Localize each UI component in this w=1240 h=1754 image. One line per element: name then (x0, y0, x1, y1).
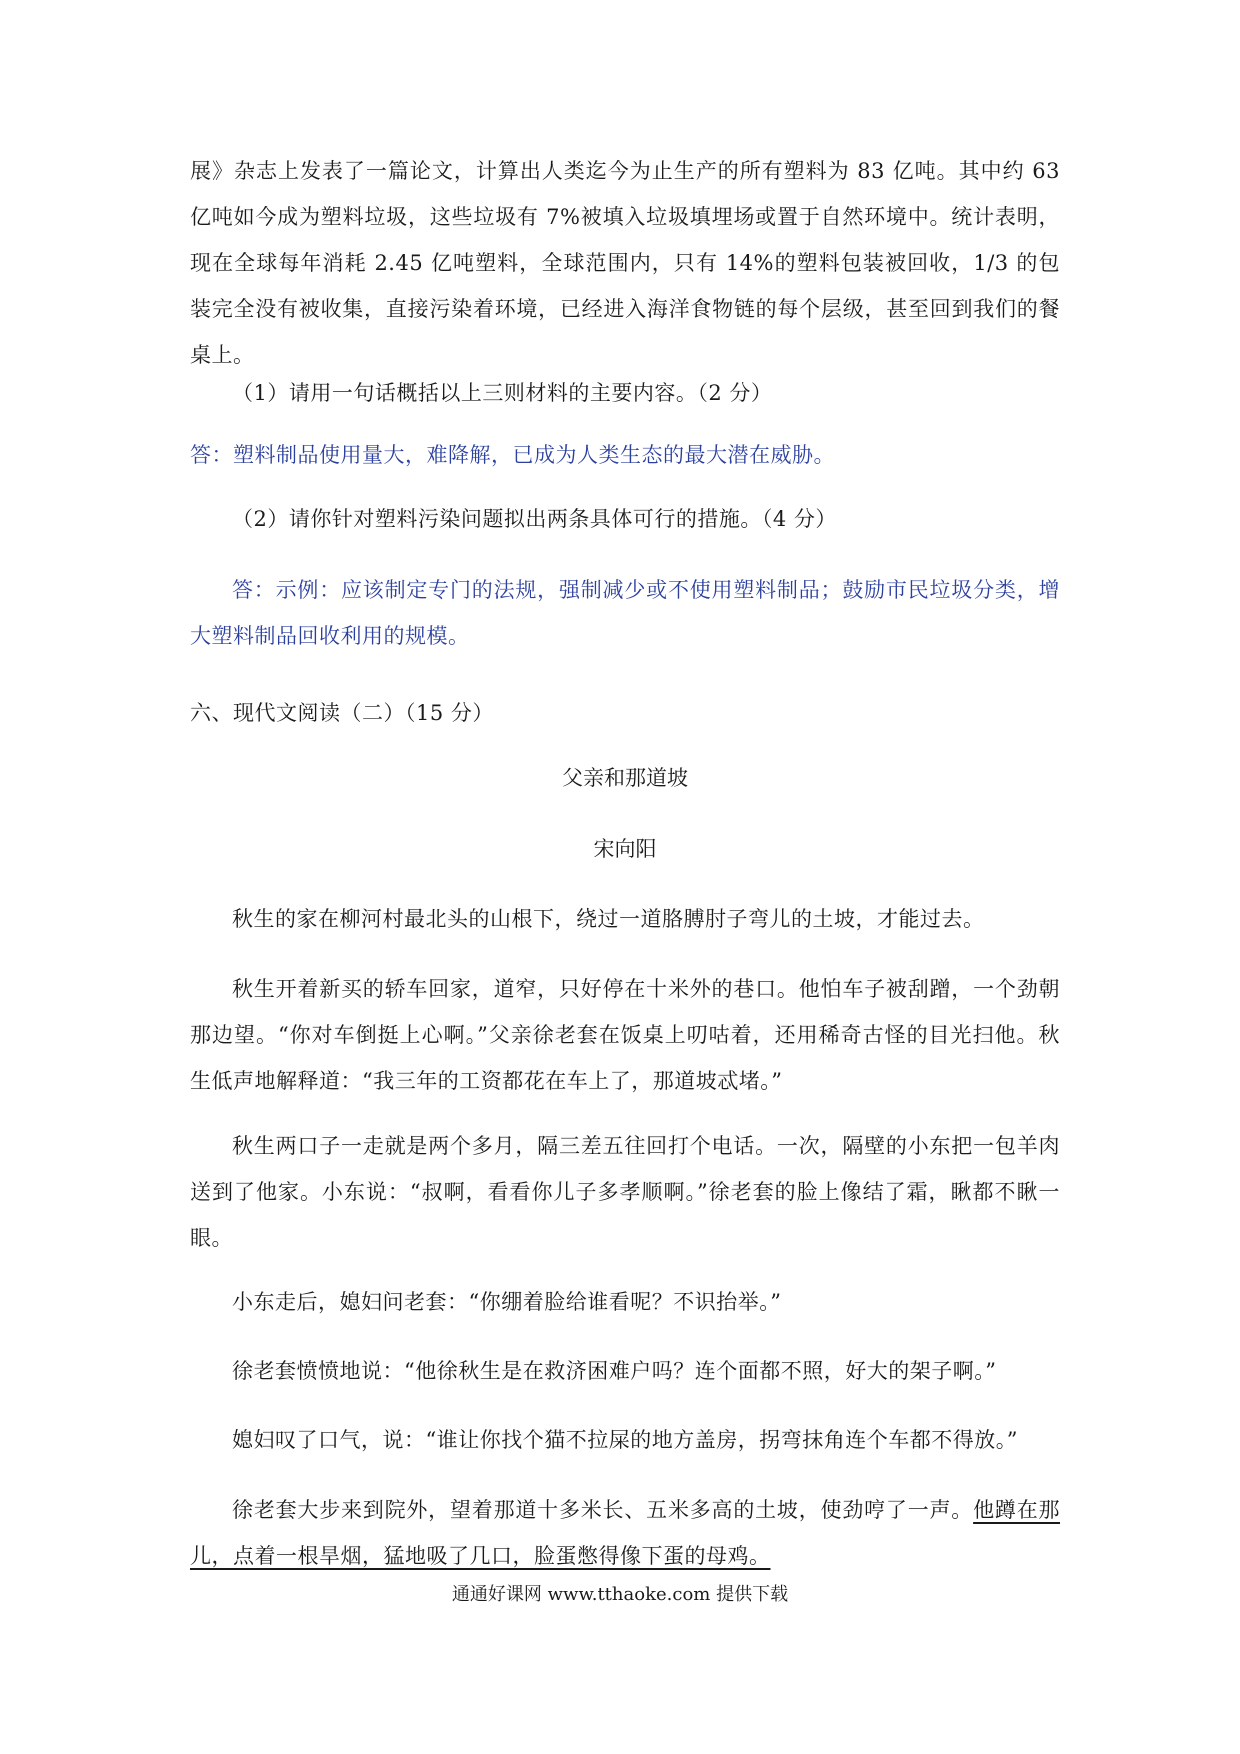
article-title: 父亲和那道坡 (562, 766, 688, 790)
article-paragraph-1: 秋生的家在柳河村最北头的山根下，绕过一道胳膊肘子弯儿的土坡，才能过去。 (232, 907, 985, 931)
question-1-prompt: （1）请用一句话概括以上三则材料的主要内容。（2 分） (232, 381, 773, 405)
article-paragraph-7 (190, 1487, 1060, 1579)
article-paragraph-5: 徐老套愤愤地说：“他徐秋生是在救济困难户吗？连个面都不照，好大的架子啊。” (232, 1359, 997, 1383)
article-paragraph-4: 小东走后，媳妇问老套：“你绷着脸给谁看呢？不识抬举。” (232, 1290, 782, 1314)
article-paragraph-6: 媳妇叹了口气，说：“谁让你找个猫不拉屎的地方盖房，拐弯抹角连个车都不得放。” (232, 1428, 1018, 1452)
article-paragraph-3: 秋生两口子一走就是两个多月，隔三差五往回打个电话。一次，隔壁的小东把一包羊肉送到了他家。小东说：“叔啊，看看你儿子多孝顺啊。”徐老套的脸上像结了霜，瞅都不瞅一眼。 (190, 1134, 1060, 1250)
section-heading: 六、现代文阅读（二）（15 分） (190, 701, 494, 725)
article-author: 宋向阳 (593, 837, 657, 861)
footer-credit: 通通好课网 www.tthaoke.com 提供下载 (451, 1584, 789, 1605)
material-paragraph: 展》杂志上发表了一篇论文，计算出人类迄今为止生产的所有塑料为 83 亿吨。其中约 63 亿吨如今成为塑料垃圾，这些垃圾有 7%被填入垃圾填埋场或置于自然环境中。统计表明，现在全球每年消耗 2.45 亿吨塑料，全球范围内，只有 14%的塑料包装被回收，1/3 的包装完全没有被收集，直接污染着环境，已经进入海洋食物链的每个层级，甚至回到我们的餐桌上。 (190, 159, 1060, 367)
paragraph-plain-text: 徐老套大步来到院外，望着那道十多米长、五米多高的土坡，使劲哼了一声。 (232, 1498, 974, 1522)
question-2-prompt: （2）请你针对塑料污染问题拟出两条具体可行的措施。（4 分） (232, 507, 837, 531)
underlined-sentence: 他蹲在那儿，点着一根旱烟，猛地吸了几口，脸蛋憋得像下蛋的母鸡。 (190, 1498, 1061, 1568)
question-1-answer: 答：塑料制品使用量大，难降解，已成为人类生态的最大潜在威胁。 (190, 443, 835, 467)
question-2-answer: 答：示例：应该制定专门的法规，强制减少或不使用塑料制品；鼓励市民垃圾分类，增大塑料制品回收利用的规模。 (190, 578, 1060, 648)
article-paragraph-2: 秋生开着新买的轿车回家，道窄，只好停在十米外的巷口。他怕车子被刮蹭，一个劲朝那边望。“你对车倒挺上心啊。”父亲徐老套在饭桌上叨咕着，还用稀奇古怪的目光扫他。秋生低声地解释道：“我三年的工资都花在车上了，那道坡忒堵。” (190, 977, 1060, 1093)
